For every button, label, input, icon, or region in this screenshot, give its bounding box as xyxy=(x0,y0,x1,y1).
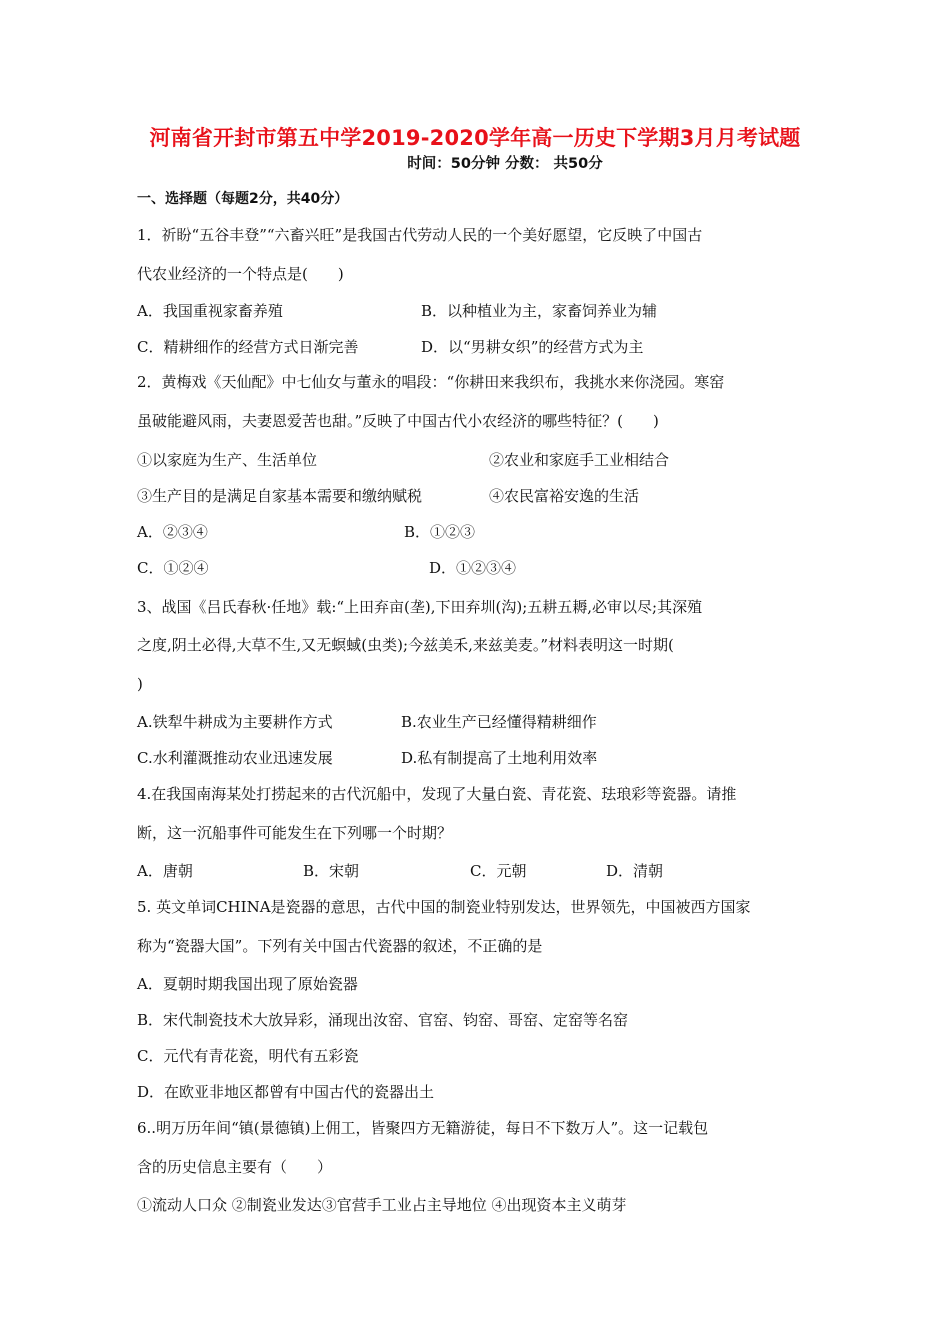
question-6-stem-line2: 含的历史信息主要有（ ） xyxy=(137,1158,333,1176)
question-3-option-c: C.水利灌溉推动农业迅速发展 xyxy=(137,749,333,767)
question-6-stem-line1: 6..明万历年间“镇(景德镇)上佣工，皆聚四方无籍游徒，每日不下数万人”。这一记载包 xyxy=(137,1119,709,1137)
question-2-option-d: D．①②③④ xyxy=(429,559,517,577)
question-5-option-b: B．宋代制瓷技术大放异彩，涌现出汝窑、官窑、钧窑、哥窑、定窑等名窑 xyxy=(137,1011,629,1029)
question-2-option-b: B．①②③ xyxy=(404,523,476,541)
question-2-statement-1: ①以家庭为生产、生活单位 xyxy=(137,451,318,469)
question-2-statement-4: ④农民富裕安逸的生活 xyxy=(489,487,640,505)
question-1-option-c: C．精耕细作的经营方式日渐完善 xyxy=(137,338,359,356)
question-4-option-c: C．元朝 xyxy=(470,862,527,880)
question-6-statements: ①流动人口众 ②制瓷业发达③官营手工业占主导地位 ④出现资本主义萌芽 xyxy=(137,1196,627,1214)
question-1-stem-line2: 代农业经济的一个特点是( ) xyxy=(137,265,344,283)
page-title: 河南省开封市第五中学2019-2020学年高一历史下学期3月月考试题 xyxy=(149,126,801,150)
question-5-option-a: A．夏朝时期我国出现了原始瓷器 xyxy=(137,975,358,993)
question-3-option-b: B.农业生产已经懂得精耕细作 xyxy=(401,713,597,731)
question-3-stem-line1: 3、战国《吕氏春秋·任地》载:“上田弃亩(垄),下田弃圳(沟);五耕五耨,必审以尽;其深殖 xyxy=(137,598,703,616)
question-2-option-c: C．①②④ xyxy=(137,559,209,577)
question-4-stem-line1: 4.在我国南海某处打捞起来的古代沉船中，发现了大量白瓷、青花瓷、珐琅彩等瓷器。请推 xyxy=(137,785,737,803)
question-5-stem-line2: 称为“瓷器大国”。下列有关中国古代瓷器的叙述，不正确的是 xyxy=(137,937,543,955)
question-2-stem-line2: 虽破能避风雨，夫妻恩爱苦也甜。”反映了中国古代小农经济的哪些特征？( ) xyxy=(137,412,659,430)
exam-info: 时间：50分钟 分数： 共50分 xyxy=(407,156,603,172)
question-4-option-d: D．清朝 xyxy=(606,862,664,880)
section-heading: 一、选择题（每题2分，共40分） xyxy=(137,191,349,207)
question-4-stem-line2: 断，这一沉船事件可能发生在下列哪一个时期？ xyxy=(137,824,453,842)
question-5-option-d: D．在欧亚非地区都曾有中国古代的瓷器出土 xyxy=(137,1083,435,1101)
question-2-option-a: A．②③④ xyxy=(137,523,208,541)
question-3-option-d: D.私有制提高了土地利用效率 xyxy=(401,749,598,767)
question-1-option-d: D．以“男耕女织”的经营方式为主 xyxy=(421,338,644,356)
question-2-statement-2: ②农业和家庭手工业相结合 xyxy=(489,451,670,469)
question-4-option-a: A．唐朝 xyxy=(137,862,193,880)
question-1-stem-line1: 1．祈盼“五谷丰登”“六畜兴旺”是我国古代劳动人民的一个美好愿望，它反映了中国古 xyxy=(137,226,703,244)
question-2-statement-3: ③生产目的是满足自家基本需要和缴纳赋税 xyxy=(137,487,423,505)
question-5-option-c: C．元代有青花瓷，明代有五彩瓷 xyxy=(137,1047,359,1065)
question-4-option-b: B．宋朝 xyxy=(303,862,360,880)
question-3-stem-line3: ) xyxy=(137,675,143,693)
question-1-option-a: A．我国重视家畜养殖 xyxy=(137,302,283,320)
question-3-stem-line2: 之度,阴土必得,大草不生,又无螟蜮(虫类);今兹美禾,来兹美麦。”材料表明这一时期( xyxy=(137,636,674,654)
question-5-stem-line1: 5. 英文单词CHINA是瓷器的意思，古代中国的制瓷业特别发达，世界领先，中国被西方国家 xyxy=(137,898,751,916)
question-2-stem-line1: 2．黄梅戏《天仙配》中七仙女与董永的唱段：“你耕田来我织布，我挑水来你浇园。寒窑 xyxy=(137,373,725,391)
question-3-option-a: A.铁犁牛耕成为主要耕作方式 xyxy=(137,713,333,731)
question-1-option-b: B．以种植业为主，家畜饲养业为辅 xyxy=(421,302,658,320)
